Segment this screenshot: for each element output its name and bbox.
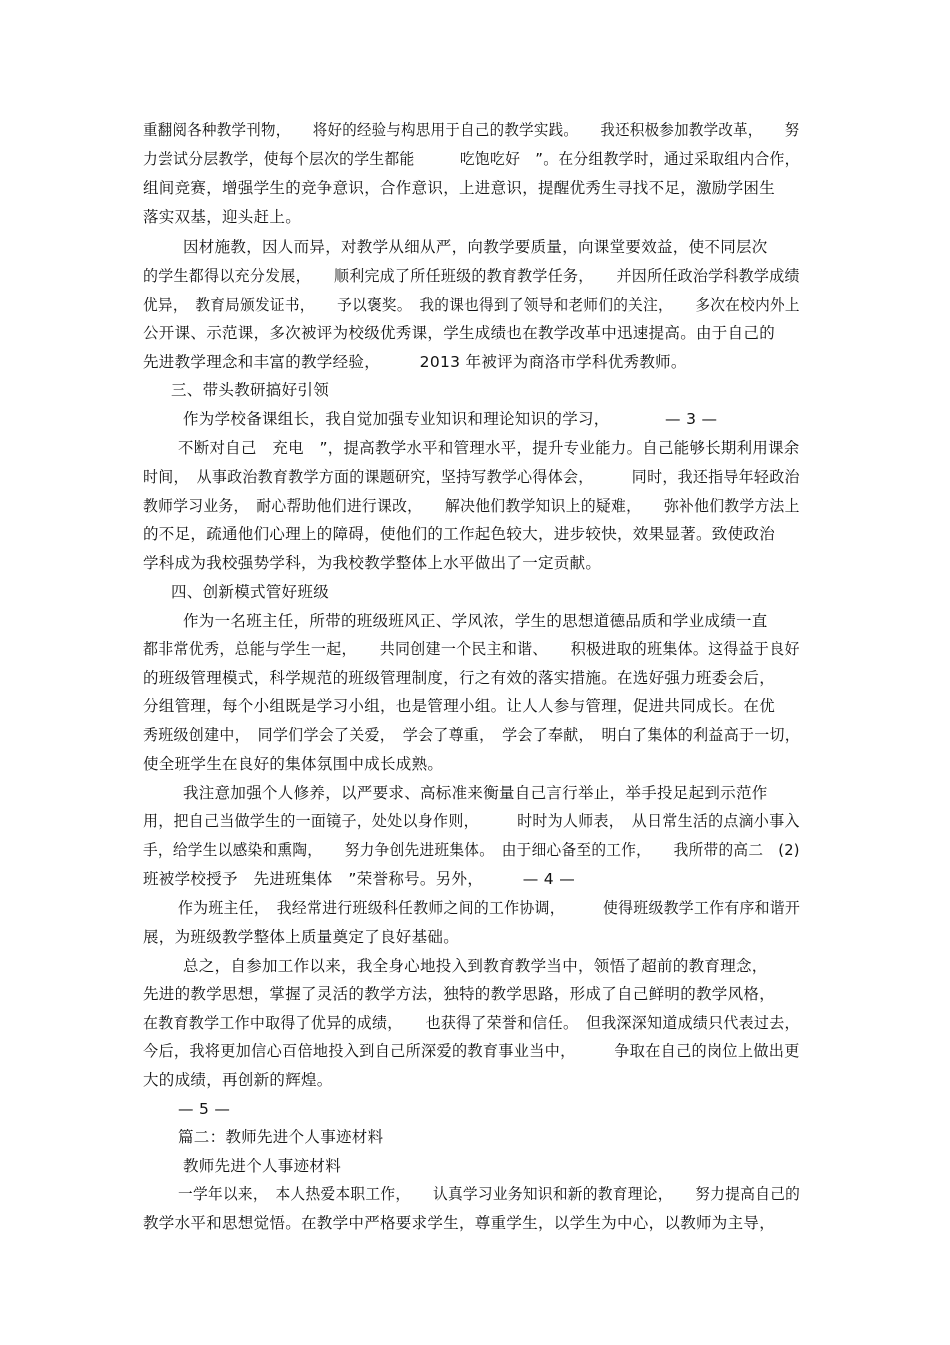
text-line: 重翻阅各种教学刊物， 将好的经验与构思用于自己的教学实践。 我还积极参加教学改革， 努: [143, 121, 800, 139]
section-heading: 篇二：教师先进个人事迹材料: [178, 1128, 384, 1146]
text-line: 因材施教，因人而异，对教学从细从严，向教学要质量，向课堂要效益，使不同层次: [183, 238, 768, 256]
text-line: 今后，我将更加信心百倍地投入到自己所深爱的教育事业当中， 争取在自己的岗位上做出更: [143, 1042, 800, 1060]
text-line: 手，给学生以感染和熏陶， 努力争创先进班集体。 由于细心备至的工作， 我所带的高二 (2): [143, 841, 800, 859]
text-line: 作为学校备课组长，我自觉加强专业知识和理论知识的学习， — 3 —: [183, 410, 718, 428]
text-line: 教学水平和思想觉悟。在教学中严格要求学生，尊重学生，以学生为中心，以教师为主导，: [143, 1214, 776, 1232]
page-number: — 5 —: [178, 1100, 231, 1118]
text-line: 我注意加强个人修养，以严要求、高标准来衡量自己言行举止，举手投足起到示范作: [183, 784, 768, 802]
text-line: 不断对自己 充电 ”，提高教学水平和管理水平，提升专业能力。自己能够长期利用课余: [178, 439, 800, 457]
text-line: 总之，自参加工作以来，我全身心地投入到教育教学当中，领悟了超前的教育理念，: [183, 957, 768, 975]
text-line: 力尝试分层教学，使每个层次的学生都能 吃饱吃好 ”。在分组教学时，通过采取组内合作，: [143, 150, 800, 168]
text-line: 的学生都得以充分发展， 顺利完成了所任班级的教育教学任务， 并因所任政治学科教学成绩: [143, 267, 800, 285]
text-line: 都非常优秀，总能与学生一起， 共同创建一个民主和谐、 积极进取的班集体。这得益于良好: [143, 640, 800, 658]
text-line: 优异， 教育局颁发证书， 予以褒奖。 我的课也得到了领导和老师们的关注， 多次在校内外上: [143, 296, 800, 314]
text-line: 大的成绩，再创新的辉煌。: [143, 1071, 333, 1089]
text-line: 的班级管理模式，科学规范的班级管理制度，行之有效的落实措施。在选好强力班委会后，: [143, 669, 776, 687]
text-line: 先进教学理念和丰富的教学经验， 2013 年被评为商洛市学科优秀教师。: [143, 353, 687, 371]
text-line: 组间竞赛，增强学生的竞争意识，合作意识，上进意识，提醒优秀生寻找不足，激励学困生: [143, 179, 776, 197]
section-heading: 四、创新模式管好班级: [171, 583, 330, 601]
text-line: 班被学校授予 先进班集体 ”荣誉称号。另外， — 4 —: [143, 870, 575, 888]
text-line: 一学年以来， 本人热爱本职工作， 认真学习业务知识和新的教育理论， 努力提高自己的: [178, 1185, 801, 1203]
text-line: 秀班级创建中， 同学们学会了关爱， 学会了尊重， 学会了奉献， 明白了集体的利益高于一切，: [143, 726, 801, 744]
text-line: 学科成为我校强势学科，为我校教学整体上水平做出了一定贡献。: [143, 554, 602, 572]
text-line: 公开课、示范课，多次被评为校级优秀课，学生成绩也在教学改革中迅速提高。由于自己的: [143, 324, 776, 342]
text-line: 教师学习业务， 耐心帮助他们进行课改， 解决他们教学知识上的疑难， 弥补他们教学方法上: [143, 497, 800, 515]
section-heading: 三、带头教研搞好引领: [171, 381, 330, 399]
text-line: 作为班主任， 我经常进行班级科任教师之间的工作协调， 使得班级教学工作有序和谐开: [178, 899, 801, 917]
document-title: 教师先进个人事迹材料: [183, 1157, 342, 1175]
text-line: 使全班学生在良好的集体氛围中成长成熟。: [143, 755, 444, 773]
text-line: 用，把自己当做学生的一面镜子，处处以身作则， 时时为人师表， 从日常生活的点滴小事入: [143, 812, 800, 830]
text-line: 在教育教学工作中取得了优异的成绩， 也获得了荣誉和信任。 但我深深知道成绩只代表过去，: [143, 1014, 800, 1032]
text-line: 的不足，疏通他们心理上的障碍，使他们的工作起色较大，进步较快，效果显著。致使政治: [143, 525, 776, 543]
text-line: 落实双基，迎头赶上。: [143, 208, 302, 226]
text-line: 展，为班级教学整体上质量奠定了良好基础。: [143, 928, 460, 946]
text-line: 分组管理，每个小组既是学习小组，也是管理小组。让人人参与管理，促进共同成长。在优: [143, 697, 776, 715]
text-line: 先进的教学思想，掌握了灵活的教学方法，独特的教学思路，形成了自己鲜明的教学风格，: [143, 985, 776, 1003]
text-line: 作为一名班主任，所带的班级班风正、学风浓，学生的思想道德品质和学业成绩一直: [183, 612, 768, 630]
text-line: 时间， 从事政治教育教学方面的课题研究，坚持写教学心得体会， 同时，我还指导年轻政治: [143, 468, 800, 486]
